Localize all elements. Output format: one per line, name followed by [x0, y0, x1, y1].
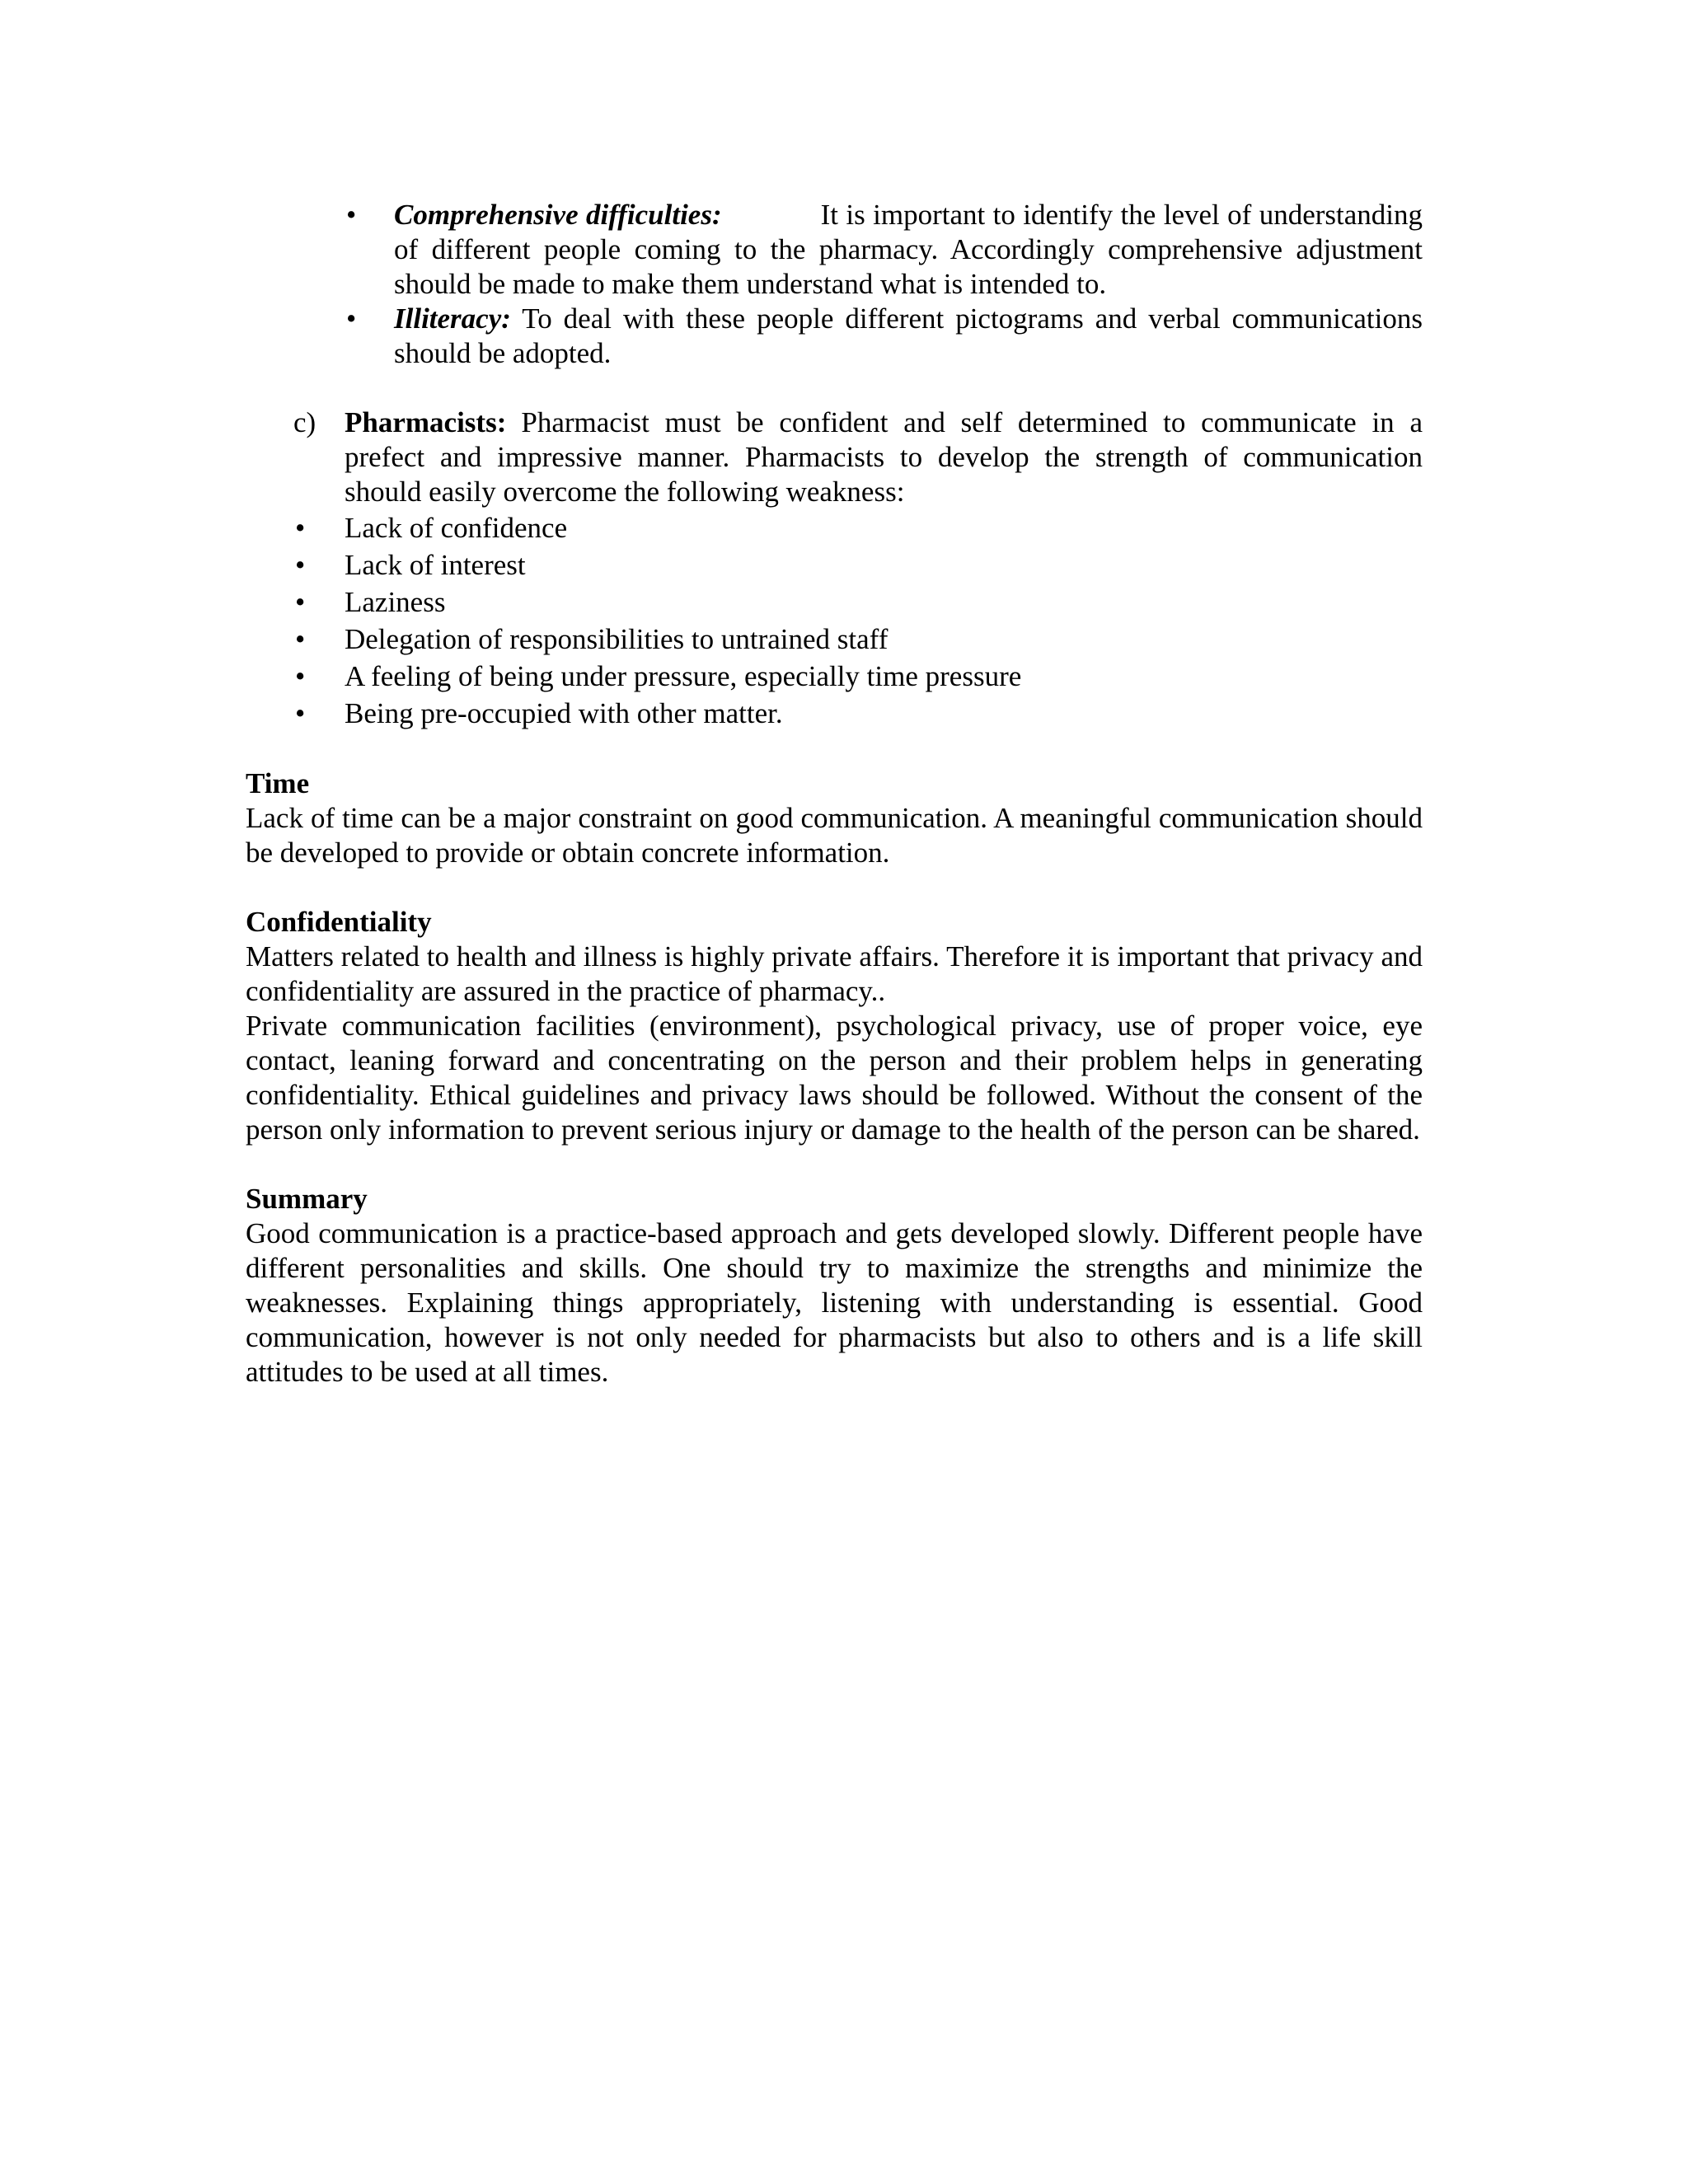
bullet-icon: • — [295, 697, 306, 729]
section-paragraph: Good communication is a practice-based approach and gets developed slowly. Different people have different personalities and skills. One should try to maximize the strengths and minimize the weaknesses. Explaining things appropriately, listening with understanding is essential. Good communication, however is not only needed for pharmacists but also to others and is a life skill attitudes to be used at all times. — [246, 1217, 1423, 1388]
list-item — [346, 302, 1423, 371]
pharmacists-item — [293, 405, 1423, 509]
weakness-list — [295, 509, 1423, 732]
section-heading: Summary — [246, 1183, 368, 1215]
list-item-text: Laziness — [345, 586, 446, 618]
confidentiality-section — [246, 905, 1423, 1147]
pharmacists-text: Pharmacist must be confident and self determined to communicate in a prefect and impressive manner. Pharmacists to develop the strength of communication should easily overcome the following weakness: — [345, 406, 1423, 508]
list-item — [295, 695, 1423, 732]
section-heading: Confidentiality — [246, 906, 432, 938]
bullet-icon: • — [295, 586, 306, 618]
bullet-icon: • — [295, 623, 306, 655]
summary-section — [246, 1182, 1423, 1390]
bullet-icon: • — [295, 549, 306, 581]
list-item-text: Lack of interest — [345, 549, 526, 581]
pharmacists-paragraph — [345, 405, 1423, 509]
pharmacists-label: Pharmacists: — [345, 406, 507, 438]
difficulties-list — [346, 198, 1423, 371]
section-paragraph: Private communication facilities (environment), psychological privacy, use of proper voice, eye contact, leaning forward and concentrating on the person and their problem helps in generating confidentiality. Ethical guidelines and privacy laws should be followed. Without the consent of the person only information to prevent serious injury or damage to the health of the person can be shared. — [246, 1010, 1423, 1146]
list-item-text: Being pre-occupied with other matter. — [345, 697, 783, 729]
list-item-text: To deal with these people different pictograms and verbal communications should be adopted. — [394, 302, 1423, 369]
list-item-text: Delegation of responsibilities to untrained staff — [345, 623, 889, 655]
bullet-icon: • — [346, 199, 357, 231]
bullet-icon: • — [295, 660, 306, 692]
bullet-icon: • — [346, 302, 357, 335]
list-item — [295, 546, 1423, 583]
list-item-paragraph — [394, 198, 1423, 302]
list-item-label: Illiteracy: — [394, 302, 511, 335]
section-paragraph: Lack of time can be a major constraint on good communication. A meaningful communication should be developed to provide or obtain concrete information. — [246, 802, 1423, 869]
list-item-label: Comprehensive difficulties: — [394, 199, 722, 231]
list-item-text: It is important to identify the level of understanding of different people coming to the pharmacy. Accordingly comprehensive adjustment should be made to make them understand what is intended to. — [394, 199, 1423, 300]
list-item-text: Lack of confidence — [345, 512, 568, 544]
list-item-text: A feeling of being under pressure, especially time pressure — [345, 660, 1022, 692]
list-item — [346, 198, 1423, 302]
section-heading: Time — [246, 767, 310, 799]
list-item-paragraph — [394, 302, 1423, 371]
list-item — [295, 583, 1423, 621]
bullet-icon: • — [295, 512, 306, 544]
section-paragraph: Matters related to health and illness is highly private affairs. Therefore it is important that privacy and confidentiality are assured in the practice of pharmacy.. — [246, 940, 1423, 1007]
time-section — [246, 766, 1423, 870]
page-content — [246, 198, 1423, 1390]
item-marker: c) — [293, 406, 316, 438]
list-item — [295, 658, 1423, 695]
list-item — [295, 509, 1423, 546]
list-item — [295, 621, 1423, 658]
